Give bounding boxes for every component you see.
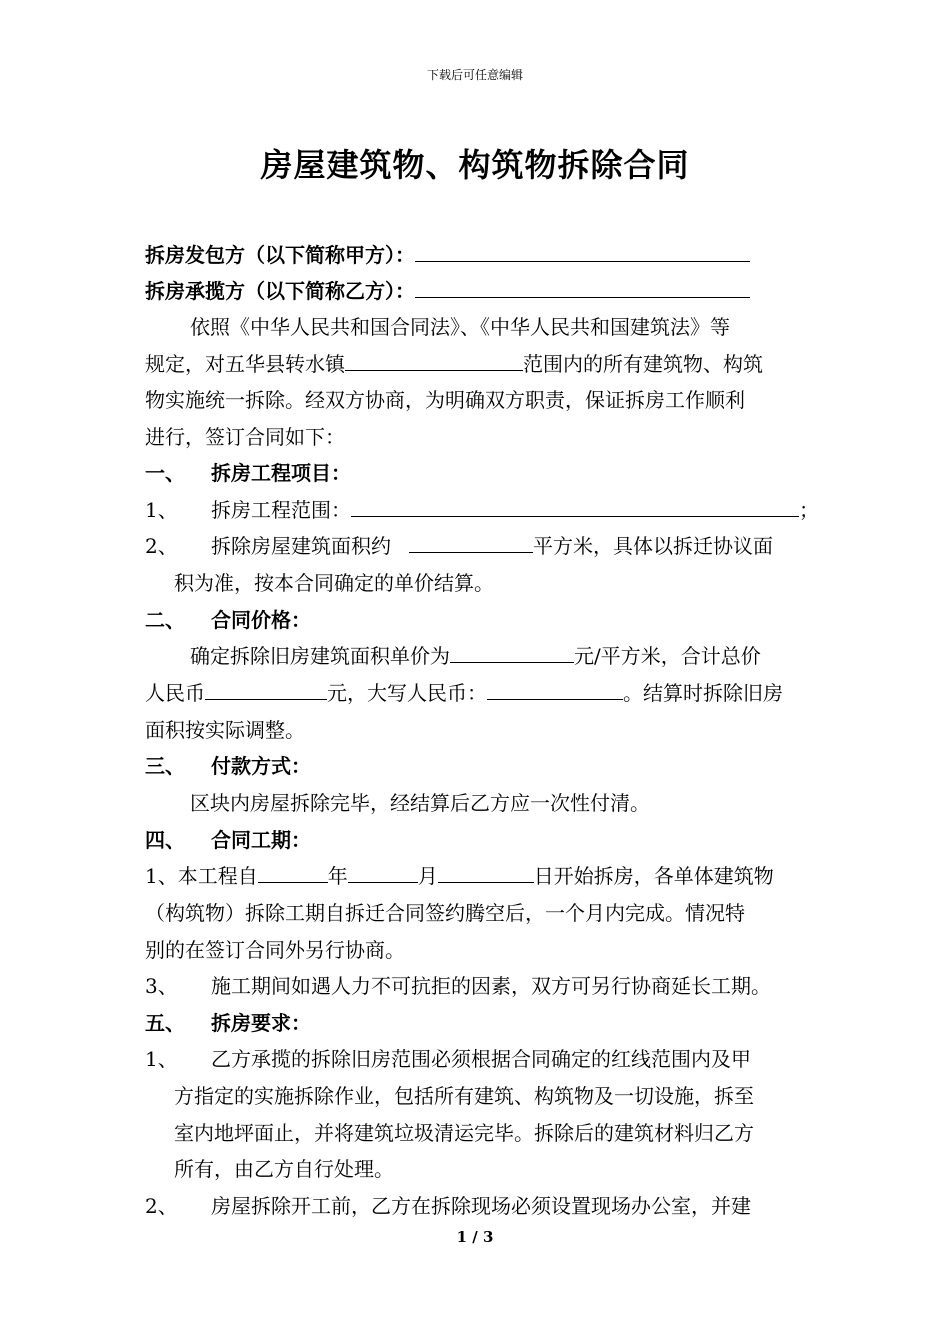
area-blank bbox=[409, 532, 533, 553]
intro-line-3: 物实施统一拆除。经双方协商，为明确双方职责，保证拆房工作顺利 bbox=[145, 388, 745, 412]
section-4-heading: 四、 合同工期： bbox=[145, 828, 311, 852]
section-2-line-1: 确定拆除旧房建筑面积单价为 元/平方米，合计总价 bbox=[190, 644, 761, 668]
party-b-label: 拆房承揽方（以下简称乙方）： bbox=[145, 279, 415, 303]
section-1-item-2: 2、 拆除房屋建筑面积约 平方米，具体以拆迁协议面 bbox=[145, 534, 773, 558]
section-5-item-1: 1、 乙方承揽的拆除旧房范围必须根据合同确定的红线范围内及甲 bbox=[145, 1047, 751, 1071]
page-header: 下载后可任意编辑 bbox=[426, 68, 523, 82]
section-3-heading: 三、 付款方式： bbox=[145, 754, 311, 778]
section-1-item-2-cont: 积为准，按本合同确定的单价结算。 bbox=[174, 571, 494, 595]
party-b-blank bbox=[415, 277, 750, 298]
section-4-item-3: 3、 施工期间如遇人力不可抗拒的因素，双方可另行协商延长工期。 bbox=[145, 974, 771, 998]
intro-line-1: 依照《中华人民共和国合同法》、《中华人民共和国建筑法》等 bbox=[190, 315, 730, 339]
section-4-line-1: 1、本工程自 年 月 日开始拆房，各单体建筑物 bbox=[145, 864, 774, 888]
section-5-item-1-line-4: 所有，由乙方自行处理。 bbox=[174, 1157, 394, 1181]
start-day-blank bbox=[438, 862, 534, 883]
section-5-heading: 五、 拆房要求： bbox=[145, 1011, 311, 1035]
start-year-blank bbox=[258, 862, 328, 883]
section-3-line-1: 区块内房屋拆除完毕，经结算后乙方应一次性付清。 bbox=[190, 791, 650, 815]
unit-price-blank bbox=[450, 642, 574, 663]
section-1-item-1: 1、 拆房工程范围： ； bbox=[145, 498, 819, 522]
party-a-line bbox=[145, 241, 750, 269]
intro-line-2: 规定，对五华县转水镇 范围内的所有建筑物、构筑 bbox=[145, 352, 763, 376]
section-1-heading: 一、 拆房工程项目： bbox=[145, 461, 351, 485]
section-2-line-3: 面积按实际调整。 bbox=[145, 718, 305, 742]
section-5-item-1-line-3: 室内地坪面止，并将建筑垃圾清运完毕。拆除后的建筑材料归乙方 bbox=[174, 1121, 754, 1145]
party-b-line bbox=[145, 277, 750, 305]
section-4-line-2: （构筑物）拆除工期自拆迁合同签约腾空后，一个月内完成。情况特 bbox=[145, 901, 745, 925]
total-price-words-blank bbox=[487, 679, 623, 700]
location-blank bbox=[345, 350, 523, 371]
party-a-blank bbox=[415, 241, 750, 262]
document-title: 房屋建筑物、构筑物拆除合同 bbox=[260, 146, 690, 184]
party-a-label: 拆房发包方（以下简称甲方）： bbox=[145, 243, 415, 267]
page-number: 1 / 3 bbox=[456, 1228, 494, 1246]
total-price-blank bbox=[205, 679, 327, 700]
section-4-line-3: 别的在签订合同外另行协商。 bbox=[145, 938, 405, 962]
intro-line-4: 进行，签订合同如下： bbox=[145, 425, 345, 449]
section-5-item-2: 2、 房屋拆除开工前，乙方在拆除现场必须设置现场办公室，并建 bbox=[145, 1194, 751, 1218]
scope-blank bbox=[351, 496, 799, 517]
section-2-heading: 二、 合同价格： bbox=[145, 608, 311, 632]
section-5-item-1-line-2: 方指定的实施拆除作业，包括所有建筑、构筑物及一切设施，拆至 bbox=[174, 1084, 754, 1108]
start-month-blank bbox=[348, 862, 418, 883]
section-2-line-2: 人民币 元，大写人民币： 。结算时拆除旧房 bbox=[145, 681, 783, 705]
